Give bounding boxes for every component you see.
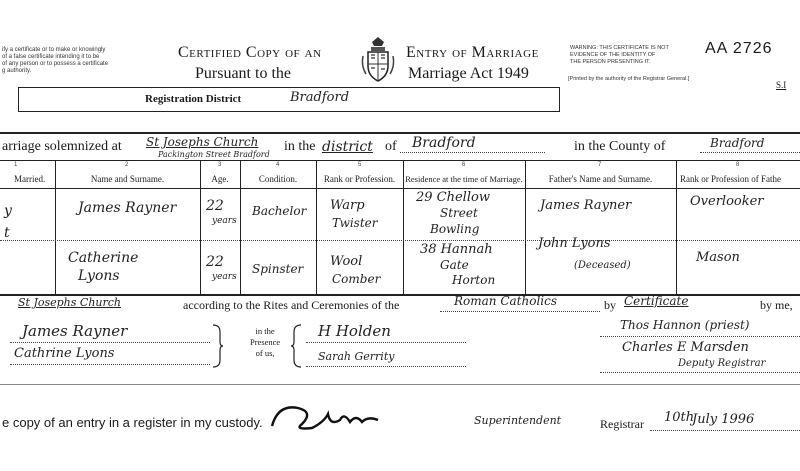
bride-father-note: (Deceased) xyxy=(574,260,631,271)
married-column-marks: y t xyxy=(4,203,12,241)
presence-label: in the Presence of us, xyxy=(250,326,281,358)
superintendent-signature xyxy=(268,398,388,438)
groom-residence-2: Street xyxy=(440,206,478,220)
registrar-signature: Charles E Marsden xyxy=(622,340,749,355)
column-header-married: Married. xyxy=(14,174,46,184)
witness-1-line xyxy=(306,342,466,343)
rites-by-value: Certificate xyxy=(624,294,689,308)
registrar-line xyxy=(600,372,800,373)
warning-right-text: WARNING: THIS CERTIFICATE IS NOT EVIDENCE OF THE IDENTITY OF THE PERSON PRESENTING IT. xyxy=(570,45,669,65)
groom-condition: Bachelor xyxy=(252,204,307,218)
royal-crest-icon xyxy=(360,36,396,84)
column-number: 2 xyxy=(125,162,129,168)
date-dotted-line xyxy=(650,430,800,431)
printed-by-text: [Printed by the authority of the Registrar General.] xyxy=(568,76,690,82)
title-marriage-act: Marriage Act 1949 xyxy=(408,65,529,82)
bride-signature-line xyxy=(10,364,210,365)
column-header-name: Name and Surname. xyxy=(90,174,165,184)
bride-father-name: John Lyons xyxy=(538,236,611,251)
bride-profession-1: Wool xyxy=(330,254,363,269)
groom-signature: James Rayner xyxy=(22,322,128,340)
column-number: 7 xyxy=(598,162,602,168)
footer-custody-text: e copy of an entry in a register in my custody. xyxy=(2,415,263,430)
bride-residence-2: Gate xyxy=(440,258,469,272)
right-brace xyxy=(290,324,302,368)
bride-father-profession: Mason xyxy=(696,250,740,265)
corner-code: S.I xyxy=(776,80,787,90)
rites-by-label: by xyxy=(604,298,616,312)
denomination-dotted-line xyxy=(440,311,600,312)
table-top-border xyxy=(0,132,800,134)
serial-number: AA 2726 xyxy=(705,40,773,57)
date-day: 10th xyxy=(664,410,695,425)
column-header-father-rank: Rank or Profession of Fathe xyxy=(680,174,781,184)
column-header-age: Age. xyxy=(211,174,229,184)
footer-rule xyxy=(0,384,800,385)
row-divider xyxy=(0,240,800,241)
warning-left-text: ify a certificate or to make or knowingly of a false certificate intending it to be of any person or to possess a certificate g authority. xyxy=(2,47,109,74)
title-certified-copy: Certified Copy of an xyxy=(178,44,322,61)
column-number: 4 xyxy=(276,162,280,168)
title-pursuant: Pursuant to the xyxy=(195,65,291,82)
groom-age-unit: years xyxy=(212,216,237,226)
bride-condition: Spinster xyxy=(252,262,304,276)
column-header-rank: Rank or Profession. xyxy=(323,174,396,184)
header-bottom-line xyxy=(0,188,800,189)
solemnized-district-label: district xyxy=(322,139,373,155)
rites-by-me: by me, xyxy=(760,298,793,312)
bride-name-first: Catherine xyxy=(68,250,139,266)
groom-name: James Rayner xyxy=(78,200,177,216)
groom-father-name: James Rayner xyxy=(540,198,632,213)
groom-residence-1: 29 Chellow xyxy=(416,190,490,205)
column-header-residence: Residence at the time of Marriage. xyxy=(405,174,523,184)
column-number: 5 xyxy=(358,162,362,168)
solemnized-of: of xyxy=(385,139,397,154)
county-dotted-line xyxy=(700,152,800,153)
registration-district-box xyxy=(18,87,560,112)
witness-2-signature: Sarah Gerrity xyxy=(318,350,395,363)
registration-district-label: Registration District xyxy=(145,93,242,105)
registration-district-value: Bradford xyxy=(290,90,350,105)
bride-name-last: Lyons xyxy=(78,268,120,284)
solemnized-district-value: Bradford xyxy=(412,135,476,151)
rites-according-text: according to the Rites and Ceremonies of the xyxy=(183,298,400,312)
header-top-line xyxy=(0,160,800,161)
column-number: 6 xyxy=(462,162,466,168)
groom-father-profession: Overlooker xyxy=(690,194,764,209)
bride-age: 22 xyxy=(206,254,224,270)
column-number: 3 xyxy=(218,162,222,168)
groom-profession-1: Warp xyxy=(330,198,365,213)
groom-profession-2: Twister xyxy=(332,216,378,230)
district-dotted-line xyxy=(400,152,545,153)
column-header-father: Father's Name and Surname. xyxy=(548,174,653,184)
solemnized-place-sub: Packington Street Bradford xyxy=(158,150,270,159)
bride-age-unit: years xyxy=(212,272,237,282)
bride-residence-1: 38 Hannah xyxy=(420,242,493,257)
groom-signature-line xyxy=(10,342,210,343)
registrar-title: Deputy Registrar xyxy=(678,358,766,369)
solemnized-prefix: arriage solemnized at xyxy=(2,139,122,154)
witness-1-signature: H Holden xyxy=(318,322,391,340)
groom-residence-3: Bowling xyxy=(430,222,480,236)
rites-denomination: Roman Catholics xyxy=(454,294,558,308)
date-rest: July 1996 xyxy=(692,412,755,427)
column-header-condition: Condition. xyxy=(258,174,298,184)
column-number: 1 xyxy=(14,162,18,168)
registrar-label: Registrar xyxy=(600,417,644,431)
solemnized-county-label: in the County of xyxy=(574,139,666,154)
bride-residence-3: Horton xyxy=(452,273,496,287)
left-brace xyxy=(212,324,224,368)
rites-place: St Josephs Church xyxy=(18,296,121,309)
officiant-line xyxy=(600,336,800,337)
title-entry-of-marriage: Entry of Marriage xyxy=(406,44,539,61)
superintendent-label: Superintendent xyxy=(474,414,562,427)
groom-age: 22 xyxy=(206,198,224,214)
bride-signature: Cathrine Lyons xyxy=(14,346,115,361)
officiant-signature: Thos Hannon (priest) xyxy=(620,318,750,332)
witness-2-line xyxy=(306,366,466,367)
column-number: 8 xyxy=(736,162,740,168)
bride-profession-2: Comber xyxy=(332,272,381,286)
solemnized-in-the: in the xyxy=(284,139,316,154)
solemnized-county-value: Bradford xyxy=(710,136,765,150)
solemnized-place: St Josephs Church xyxy=(146,135,259,149)
